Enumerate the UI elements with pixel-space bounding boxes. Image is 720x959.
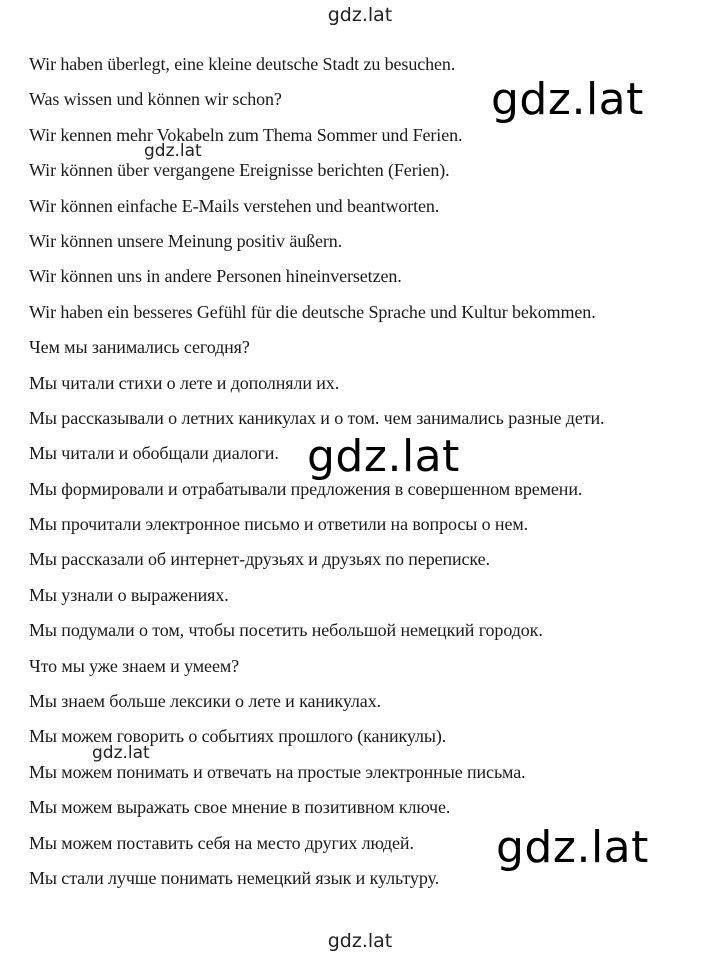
text-line: Wir können uns in andere Personen hineinversetzen. (29, 266, 402, 287)
text-line: Мы подумали о том, чтобы посетить небольшой немецкий городок. (29, 620, 543, 641)
text-line: Wir können unsere Meinung positiv äußern. (29, 230, 343, 251)
text-line: Wir haben überlegt, eine kleine deutsche Stadt zu besuchen. (29, 54, 456, 74)
text-line: Мы можем поставить себя на место других людей. (29, 832, 414, 853)
text-line: Мы можем говорить о событиях прошлого (каникулы). (29, 726, 447, 747)
watermark-large: gdz.lat (307, 431, 460, 482)
text-line: Мы можем понимать и отвечать на простые электронные письма. (29, 761, 526, 782)
watermark-small: gdz.lat (92, 743, 150, 763)
text-line: Мы узнали о выражениях. (29, 584, 229, 605)
watermark-large: gdz.lat (491, 74, 644, 125)
text-line: Wir haben ein besseres Gefühl für die deutsche Sprache und Kultur bekommen. (29, 301, 596, 322)
text-line: Мы прочитали электронное письмо и ответили на вопросы о нем. (29, 514, 529, 535)
header-watermark: gdz.lat (327, 4, 393, 26)
text-line: Wir können einfache E-Mails verstehen und beantworten. (29, 195, 440, 216)
watermark-large: gdz.lat (496, 822, 649, 873)
text-line: Мы можем выражать свое мнение в позитивном ключе. (29, 797, 451, 818)
text-line: Мы читали стихи о лете и дополняли их. (29, 372, 340, 393)
text-line: Was wissen und können wir schon? (29, 89, 282, 110)
text-line: Мы стали лучше понимать немецкий язык и культуру. (29, 867, 439, 888)
footer-watermark: gdz.lat (327, 930, 393, 952)
text-line: Мы читали и обобщали диалоги. (29, 443, 279, 464)
text-line: Wir können über vergangene Ereignisse berichten (Ferien). (29, 160, 450, 181)
text-line: Что мы уже знаем и умеем? (29, 655, 240, 676)
text-line: Мы рассказывали о летних каникулах и о том. чем занимались разные дети. (29, 407, 605, 428)
text-line: Чем мы занимались сегодня? (29, 337, 250, 358)
text-line: Мы формировали и отрабатывали предложения в совершенном времени. (29, 478, 583, 499)
text-line: Мы рассказали об интернет-друзьях и друзьях по переписке. (29, 549, 490, 570)
text-line: Wir kennen mehr Vokabeln zum Thema Sommer und Ferien. (29, 124, 463, 145)
text-line: Мы знаем больше лексики о лете и каникулах. (29, 691, 382, 712)
watermark-small: gdz.lat (144, 141, 202, 161)
